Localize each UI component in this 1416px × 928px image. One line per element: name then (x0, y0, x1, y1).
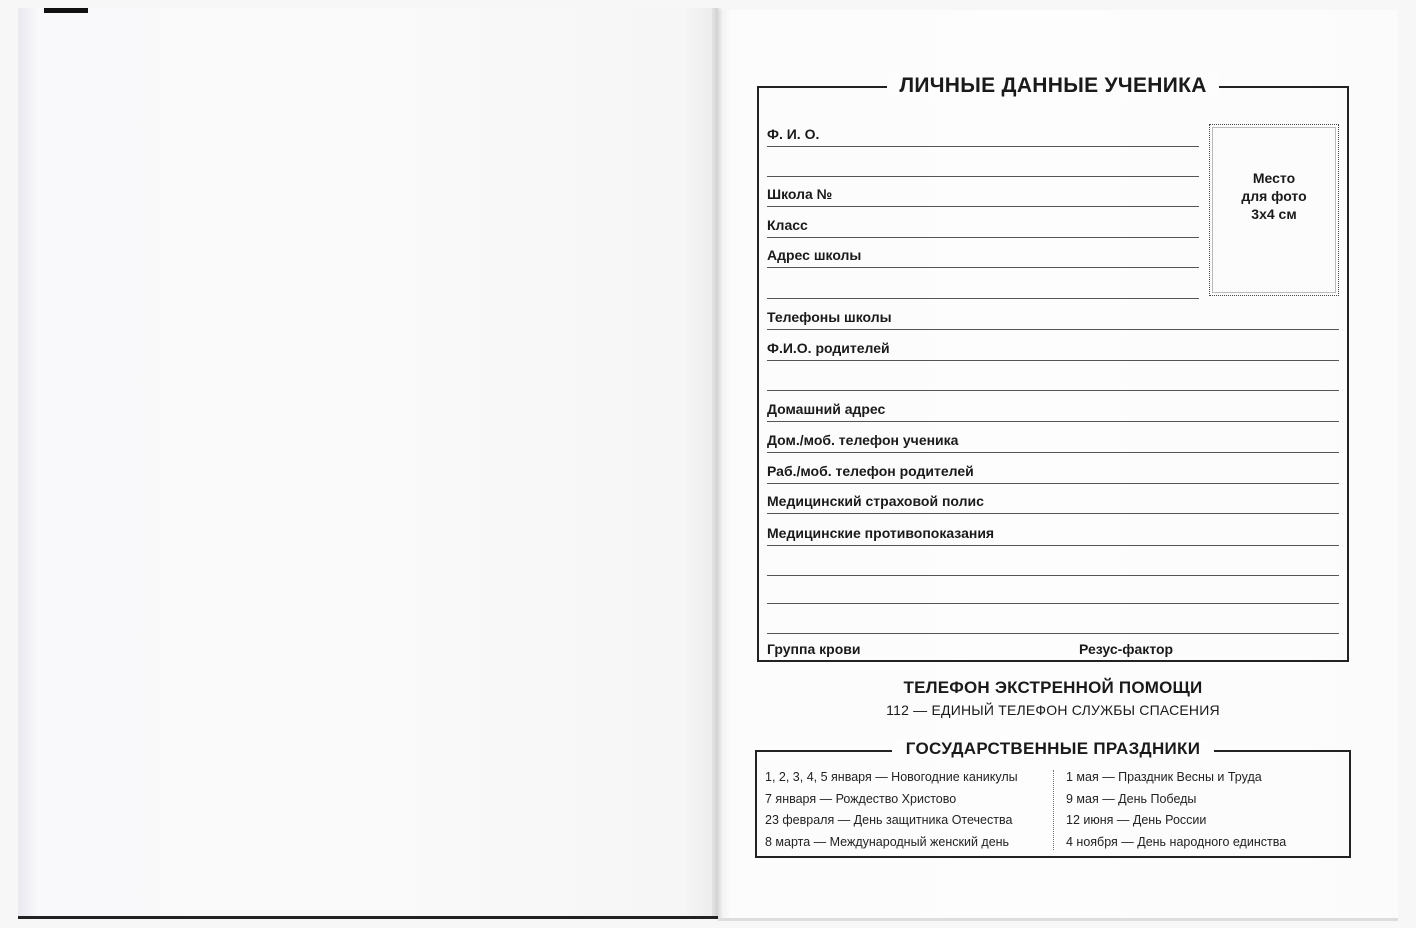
field-school[interactable] (767, 205, 1199, 207)
photo-text-3: 3х4 см (1251, 206, 1297, 222)
label-class: Класс (767, 217, 808, 233)
field-school-phones[interactable] (767, 328, 1339, 330)
label-insurance: Медицинский страховой полис (767, 493, 984, 509)
field-insurance[interactable] (767, 512, 1339, 514)
holidays-title-text: ГОСУДАРСТВЕННЫЕ ПРАЗДНИКИ (892, 739, 1215, 758)
personal-data-frame (757, 74, 1349, 662)
holiday-item: 1, 2, 3, 4, 5 января — Новогодние каникулы (765, 770, 1018, 784)
personal-data-title (759, 74, 1347, 98)
holiday-item: 12 июня — День России (1066, 813, 1207, 828)
holiday-item: 7 января — Рождество Христово (765, 791, 957, 806)
label-rh-factor: Резус-фактор (1079, 641, 1174, 657)
label-school-phones: Телефоны школы (767, 309, 892, 325)
cover-corner (44, 8, 88, 13)
emergency-title: ТЕЛЕФОН ЭКСТРЕННОЙ ПОМОЩИ (903, 678, 1203, 697)
photo-text-1: Место (1252, 170, 1296, 186)
label-school-address: Адрес школы (767, 247, 862, 263)
label-student-phone: Дом./моб. телефон ученика (767, 432, 959, 448)
holiday-item: 4 ноября — День народного единства (1066, 835, 1287, 850)
field-school-address-1[interactable] (767, 266, 1199, 268)
spine (712, 8, 722, 918)
photo-text-2: для фото (1241, 188, 1307, 204)
holiday-item: 8 марта — Международный женский день (765, 835, 1010, 850)
left-page (18, 8, 718, 919)
holiday-item: 1 мая — Праздник Весны и Труда (1066, 770, 1262, 784)
field-contraindications-1[interactable] (767, 544, 1339, 546)
holiday-item: 23 февраля — День защитника Отечества (765, 813, 1013, 828)
field-fio-line-1[interactable] (767, 145, 1199, 147)
label-fio: Ф. И. О. (767, 126, 820, 142)
photo-placeholder (1209, 124, 1339, 296)
holidays-frame (755, 739, 1351, 858)
holidays-divider (1053, 770, 1054, 850)
holidays-left-column (765, 767, 1018, 854)
field-contraindications-3[interactable] (767, 602, 1339, 604)
personal-data-title-text: ЛИЧНЫЕ ДАННЫЕ УЧЕНИКА (887, 74, 1218, 97)
field-contraindications-4[interactable] (767, 632, 1339, 634)
field-school-address-2[interactable] (767, 297, 1199, 299)
field-parents-fio-1[interactable] (767, 359, 1339, 361)
holidays-right-column (1066, 767, 1286, 854)
field-contraindications-2[interactable] (767, 574, 1339, 576)
emergency-subtitle: 112 — ЕДИНЫЙ ТЕЛЕФОН СЛУЖБЫ СПАСЕНИЯ (886, 702, 1220, 718)
label-parents-phone: Раб./моб. телефон родителей (767, 463, 974, 479)
label-parents-fio: Ф.И.О. родителей (767, 340, 890, 356)
field-fio-line-2[interactable] (767, 175, 1199, 177)
label-home-address: Домашний адрес (767, 401, 886, 417)
field-student-phone[interactable] (767, 451, 1339, 453)
field-parents-fio-2[interactable] (767, 389, 1339, 391)
label-school: Школа № (767, 186, 833, 202)
field-class[interactable] (767, 236, 1199, 238)
label-contraindications: Медицинские противопоказания (767, 525, 995, 541)
holidays-title (757, 739, 1349, 759)
holiday-item: 9 мая — День Победы (1066, 791, 1197, 806)
field-parents-phone[interactable] (767, 482, 1339, 484)
label-blood-group: Группа крови (767, 641, 861, 657)
field-home-address[interactable] (767, 420, 1339, 422)
emergency-section (757, 678, 1349, 718)
